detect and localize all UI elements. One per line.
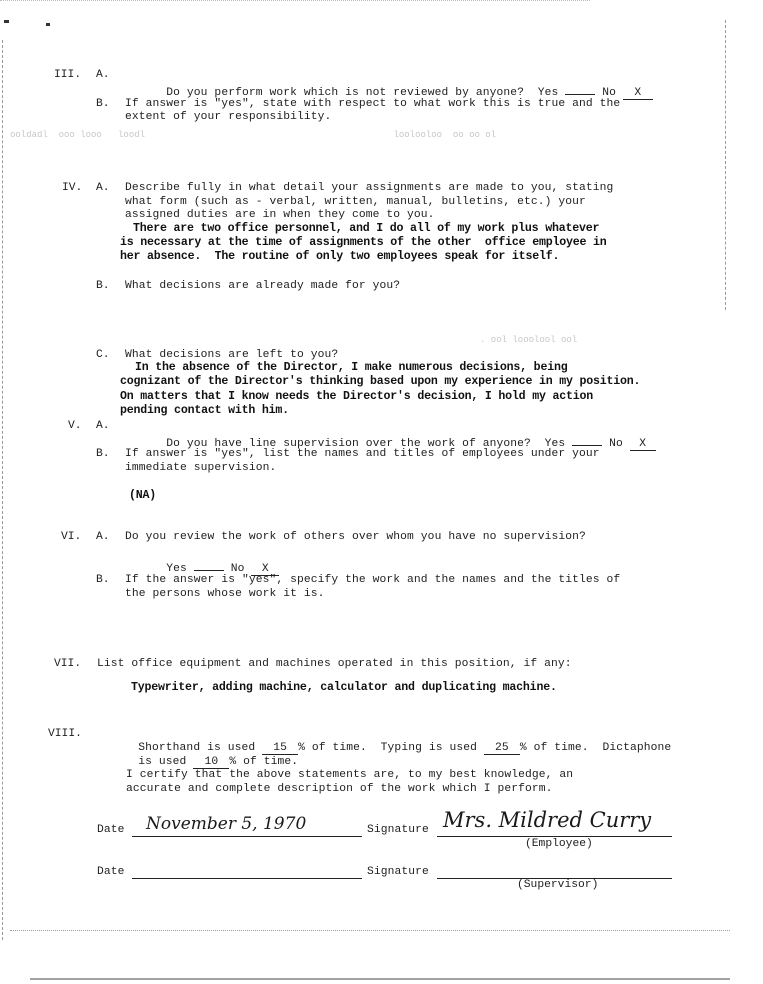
dictaphone-label: % of time. Dictaphone — [519, 742, 672, 754]
item-letter: B. — [96, 280, 110, 292]
employee-date-field[interactable] — [132, 816, 362, 837]
yes-label: Yes — [166, 563, 187, 575]
date-label: Date — [97, 824, 125, 836]
question-v-b-line-2: immediate supervision. — [125, 462, 277, 474]
employee-signature-value: Mrs. Mildred Curry — [443, 808, 652, 832]
answer-iv-c-line-1: In the absence of the Director, I make numerous decisions, being — [135, 361, 568, 374]
section-numeral: V. — [68, 420, 82, 432]
section-numeral: VI. — [61, 531, 82, 543]
scan-divider — [10, 930, 730, 931]
answer-iv-a-line-2: is necessary at the time of assignments of the other office employee in — [120, 236, 607, 249]
question-iii-b-line-2: extent of your responsibility. — [125, 111, 332, 123]
answer-iv-c-line-3: On matters that I know needs the Director's decision, I hold my action — [120, 390, 594, 403]
dictaphone-suffix: % of time. — [229, 756, 299, 768]
typing-percent-field[interactable]: 25 — [484, 742, 520, 755]
yes-label: Yes — [544, 438, 566, 450]
question-v-b-line-1: If answer is "yes", list the names and titles of employees under your — [125, 448, 600, 460]
question-iv-c: What decisions are left to you? — [125, 349, 339, 361]
item-letter: B. — [96, 448, 110, 460]
bleed-through-text: . ool looolool ool — [480, 335, 578, 345]
question-text: Do you have line supervision over the work of anyone? — [166, 438, 531, 450]
answer-iv-a-line-1: There are two office personnel, and I do all of my work plus whatever — [133, 222, 600, 235]
scan-edge-right — [725, 20, 727, 310]
item-letter: C. — [96, 349, 110, 361]
no-label: No — [609, 438, 623, 450]
answer-vii: Typewriter, adding machine, calculator and duplicating machine. — [131, 681, 557, 694]
question-vi-a: Do you review the work of others over whom you have no supervision? — [125, 531, 586, 543]
yes-label: Yes — [537, 87, 559, 99]
dictaphone-percent-field[interactable]: 10 — [193, 756, 229, 769]
question-iv-a-line-2: what form (such as - verbal, written, manual, bulletins, etc.) your — [125, 196, 586, 208]
section-numeral: III. — [54, 69, 82, 81]
shorthand-label: Shorthand is used — [138, 742, 256, 754]
answer-iv-c-line-4: pending contact with him. — [120, 404, 289, 417]
answer-iv-c-line-2: cognizant of the Director's thinking based upon my experience in my position. — [120, 375, 641, 388]
no-answer-field[interactable]: X — [251, 563, 279, 576]
date-label: Date — [97, 866, 125, 878]
scan-edge-left — [2, 40, 4, 940]
item-letter: A. — [96, 420, 110, 432]
answer-iv-a-line-3: her absence. The routine of only two employees speak for itself. — [120, 250, 560, 263]
shorthand-percent-field[interactable]: 15 — [262, 742, 298, 755]
item-letter: B. — [96, 574, 110, 586]
question-iii-b-line-1: If answer is "yes", state with respect to what work this is true and the — [125, 98, 621, 110]
section-numeral: VIII. — [48, 728, 82, 740]
no-answer-field[interactable]: X — [623, 87, 653, 100]
signature-label: Signature — [367, 866, 429, 878]
question-vi-b-line-2: the persons whose work it is. — [125, 588, 325, 600]
question-vi-b-line-1: If the answer is "yes", specify the work and the names and the titles of — [125, 574, 621, 586]
typing-label: % of time. Typing is used — [298, 742, 477, 754]
yes-answer-field[interactable] — [565, 82, 595, 95]
employee-role-label: (Employee) — [525, 838, 593, 850]
section-numeral: VII. — [54, 658, 82, 670]
question-text: Do you perform work which is not reviewed by anyone? — [166, 87, 525, 99]
section-numeral: IV. — [62, 182, 83, 194]
no-label: No — [602, 87, 616, 99]
scan-mark — [46, 23, 50, 26]
signature-label: Signature — [367, 824, 429, 836]
employee-date-value: November 5, 1970 — [146, 814, 307, 834]
yes-answer-field[interactable] — [194, 558, 224, 571]
scan-mark — [4, 20, 9, 23]
scan-edge-bottom — [30, 978, 730, 980]
question-iv-b: What decisions are already made for you? — [125, 280, 401, 292]
question-vii: List office equipment and machines operated in this position, if any: — [97, 658, 572, 670]
yes-answer-field[interactable] — [572, 433, 602, 446]
supervisor-role-label: (Supervisor) — [517, 879, 599, 891]
certification-line-1: I certify that the above statements are, to my best knowledge, an — [126, 769, 574, 781]
item-letter: A. — [96, 69, 110, 81]
question-iv-a-line-3: assigned duties are in when they come to you. — [125, 209, 435, 221]
dictaphone-prefix: is used — [138, 756, 187, 768]
no-label: No — [230, 563, 245, 575]
item-letter: B. — [96, 98, 110, 110]
bleed-through-text: ooldadl ooo looo loodl loolooloo oo oo ol — [10, 130, 497, 140]
answer-v-b: (NA) — [129, 489, 157, 502]
item-letter: A. — [96, 182, 110, 194]
no-answer-field[interactable]: X — [630, 438, 656, 451]
scan-edge-top — [0, 0, 590, 1]
question-iv-a-line-1: Describe fully in what detail your assignments are made to you, stating — [125, 182, 614, 194]
supervisor-signature-field[interactable] — [437, 858, 672, 879]
employee-signature-field[interactable] — [437, 808, 672, 837]
item-letter: A. — [96, 531, 110, 543]
certification-line-2: accurate and complete description of the work which I perform. — [126, 783, 553, 795]
supervisor-date-field[interactable] — [132, 858, 362, 879]
